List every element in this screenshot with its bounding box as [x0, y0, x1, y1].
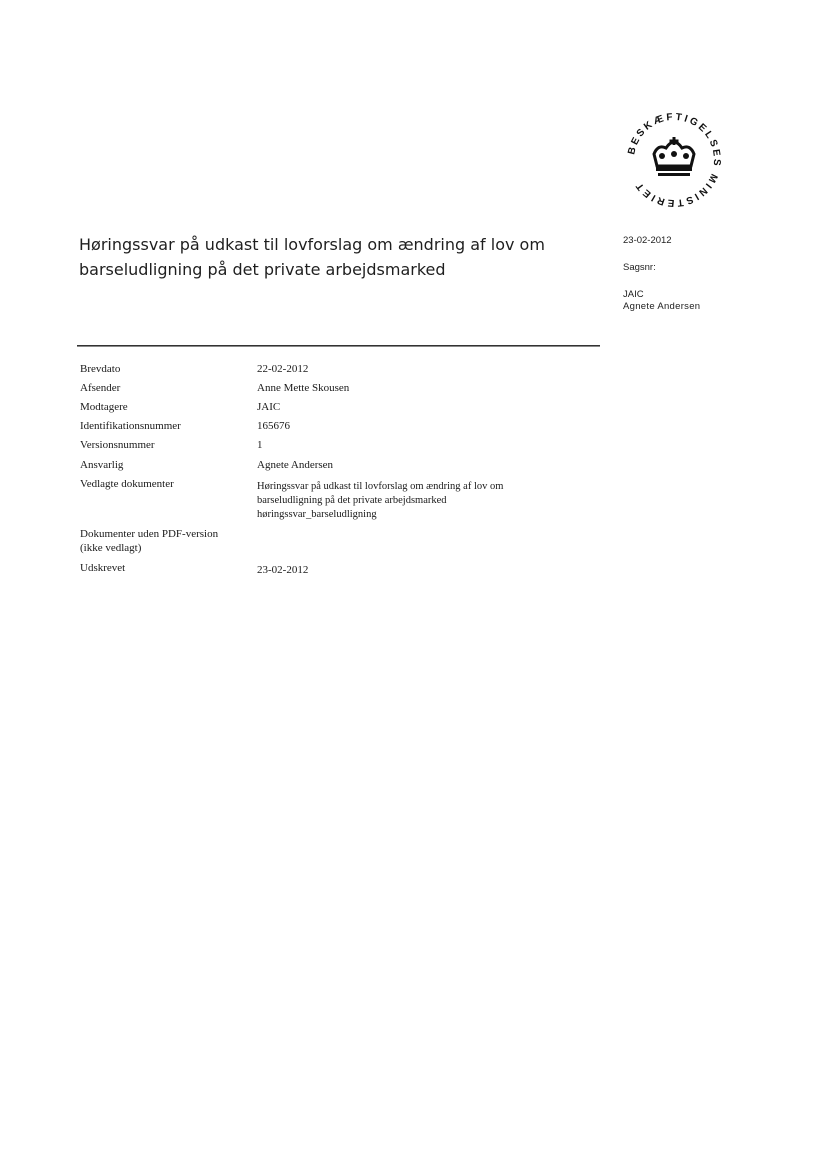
brevdato-label: Brevdato	[80, 363, 121, 375]
id-value: 165676	[257, 420, 290, 432]
udskrevet-value: 23-02-2012	[257, 564, 309, 576]
vedlagte-label: Vedlagte dokumenter	[80, 478, 174, 490]
crown-icon	[618, 104, 730, 216]
modtagere-label: Modtagere	[80, 401, 128, 413]
version-value: 1	[257, 439, 263, 451]
vedlagte-value-line-1: Høringssvar på udkast til lovforslag om ændring af lov om	[257, 481, 504, 492]
title-line-2: barseludligning på det private arbejdsmarked	[79, 260, 446, 279]
nopdf-label-line-1: Dokumenter uden PDF-version	[80, 528, 219, 540]
ansvarlig-label: Ansvarlig	[80, 459, 124, 471]
svg-text:BESKÆFTIGELSES MINISTERIET	[626, 112, 722, 208]
vedlagte-value	[257, 480, 577, 522]
modtagere-value: JAIC	[257, 401, 281, 413]
nopdf-label	[80, 527, 250, 555]
vedlagte-value-line-2: barseludligning på det private arbejdsmarked	[257, 495, 447, 506]
nopdf-label-line-2: (ikke vedlagt)	[80, 542, 142, 554]
afsender-value: Anne Mette Skousen	[257, 382, 350, 394]
ministry-logo	[618, 104, 730, 216]
logo-ring-text: BESKÆFTIGELSES MINISTERIET	[626, 111, 723, 209]
side-org: JAIC	[623, 289, 644, 300]
divider	[77, 345, 600, 347]
afsender-label: Afsender	[80, 382, 121, 394]
version-label: Versionsnummer	[80, 439, 155, 451]
vedlagte-value-line-3: høringssvar_barseludligning	[257, 509, 377, 520]
title-line-1: Høringssvar på udkast til lovforslag om ændring af lov om	[79, 235, 545, 254]
side-person: Agnete Andersen	[623, 301, 701, 312]
brevdato-value: 22-02-2012	[257, 363, 309, 375]
document-title	[79, 232, 579, 282]
id-label: Identifikationsnummer	[80, 420, 181, 432]
side-date: 23-02-2012	[623, 235, 672, 246]
udskrevet-label: Udskrevet	[80, 562, 126, 574]
ansvarlig-value: Agnete Andersen	[257, 459, 334, 471]
side-sagsnr-label: Sagsnr:	[623, 262, 656, 273]
